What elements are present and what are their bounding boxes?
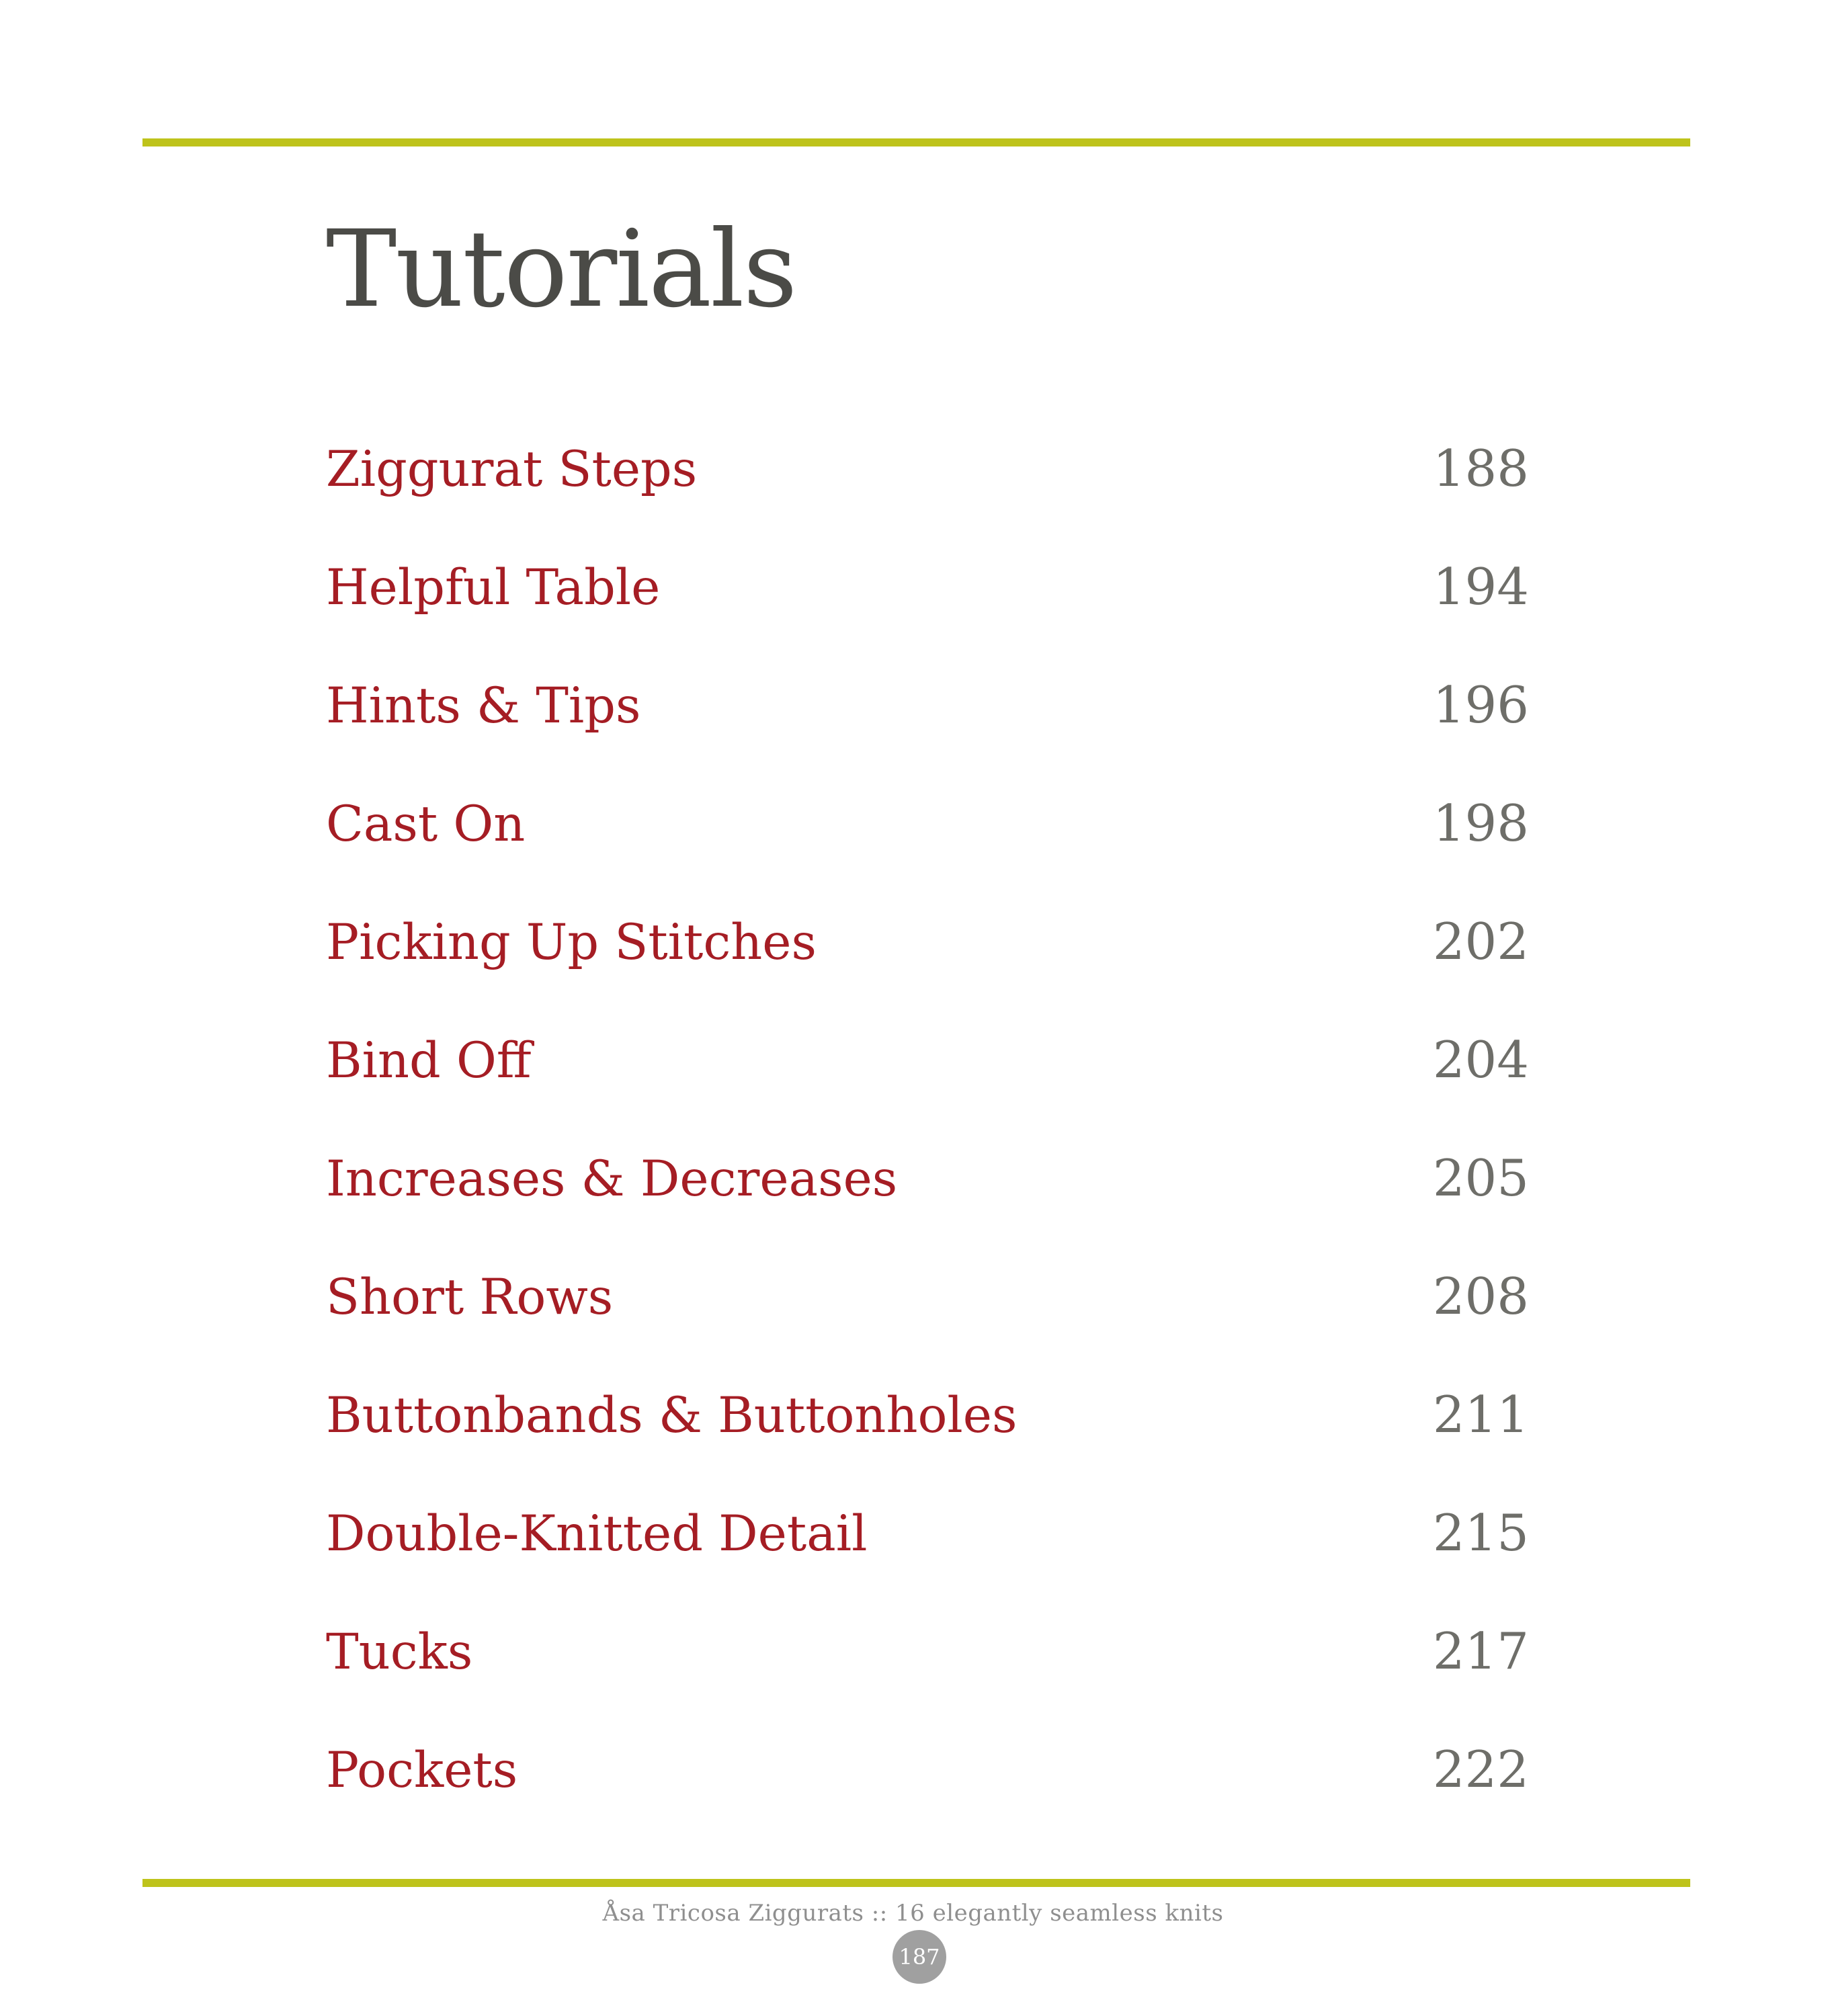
toc-row-increases-decreases — [326, 1148, 1529, 1271]
toc-label-double-knitted-detail[interactable]: Double-Knitted Detail — [326, 1505, 868, 1562]
toc-label-tucks[interactable]: Tucks — [326, 1624, 473, 1681]
toc-row-buttonbands-buttonholes — [326, 1385, 1529, 1508]
toc-row-bind-off — [326, 1030, 1529, 1153]
page-title: Tutorials — [326, 208, 796, 331]
page-number-badge: 187 — [893, 1930, 946, 1984]
toc-page-cast-on: 198 — [1432, 794, 1529, 853]
toc-page-ziggurat-steps: 188 — [1432, 439, 1529, 498]
toc-row-tucks — [326, 1622, 1529, 1745]
bottom-rule — [142, 1879, 1690, 1887]
toc-row-helpful-table — [326, 557, 1529, 680]
toc-label-picking-up-stitches[interactable]: Picking Up Stitches — [326, 914, 817, 971]
toc-label-buttonbands-buttonholes[interactable]: Buttonbands & Buttonholes — [326, 1387, 1018, 1444]
toc-page-short-rows: 208 — [1432, 1267, 1529, 1326]
toc-label-bind-off[interactable]: Bind Off — [326, 1032, 532, 1089]
footer-book-title: Åsa Tricosa Ziggurats :: 16 elegantly seamless knits — [602, 1900, 1224, 1927]
toc-row-double-knitted-detail — [326, 1503, 1529, 1626]
toc-label-helpful-table[interactable]: Helpful Table — [326, 559, 661, 616]
toc-row-ziggurat-steps — [326, 439, 1529, 562]
toc-label-pockets[interactable]: Pockets — [326, 1742, 518, 1799]
toc-row-picking-up-stitches — [326, 912, 1529, 1035]
toc-label-increases-decreases[interactable]: Increases & Decreases — [326, 1150, 898, 1208]
toc-page-picking-up-stitches: 202 — [1432, 912, 1529, 971]
toc-page-double-knitted-detail: 215 — [1432, 1503, 1529, 1562]
toc-page-increases-decreases: 205 — [1432, 1148, 1529, 1208]
toc-label-cast-on[interactable]: Cast On — [326, 796, 526, 853]
toc-page-pockets: 222 — [1432, 1740, 1529, 1799]
top-rule — [142, 138, 1690, 146]
toc-label-short-rows[interactable]: Short Rows — [326, 1269, 614, 1326]
toc-page-tucks: 217 — [1432, 1622, 1529, 1681]
toc-page-buttonbands-buttonholes: 211 — [1432, 1385, 1529, 1444]
toc-list — [326, 439, 1529, 1863]
toc-label-ziggurat-steps[interactable]: Ziggurat Steps — [326, 441, 698, 498]
toc-page-bind-off: 204 — [1432, 1030, 1529, 1089]
toc-page-helpful-table: 194 — [1432, 557, 1529, 616]
toc-row-cast-on — [326, 794, 1529, 917]
toc-row-hints-tips — [326, 675, 1529, 798]
toc-row-pockets — [326, 1740, 1529, 1863]
toc-row-short-rows — [326, 1267, 1529, 1390]
toc-page-hints-tips: 196 — [1432, 675, 1529, 734]
toc-label-hints-tips[interactable]: Hints & Tips — [326, 677, 641, 734]
